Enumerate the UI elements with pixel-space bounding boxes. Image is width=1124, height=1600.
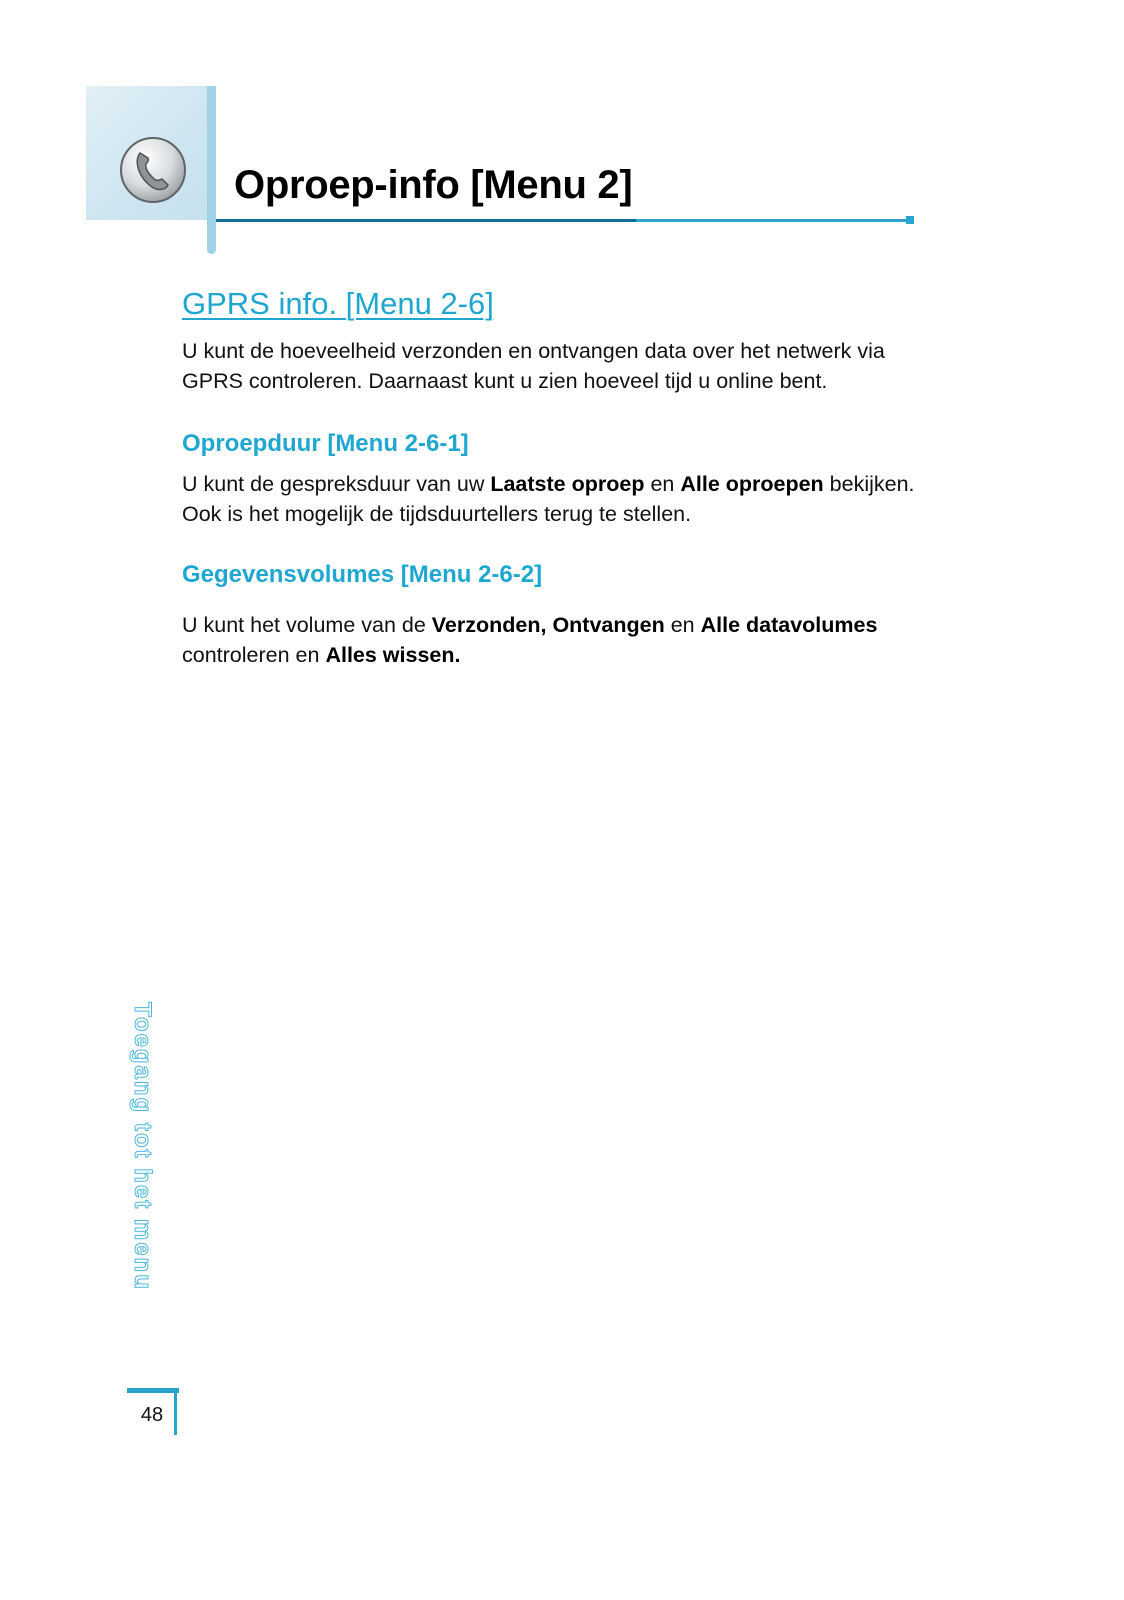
body-text: U kunt de gespreksduur van uw [182, 471, 491, 496]
page-number-rule-side [174, 1393, 177, 1435]
bold-term-alle-datavolumes: Alle datavolumes [700, 612, 878, 637]
section-gegevensvolumes-body [182, 610, 922, 670]
bold-term-verzonden-ontvangen: Verzonden, Ontvangen [431, 612, 665, 637]
body-text: bekijken. Ook is het mogelijk de tijdsduurtellers terug te stellen. [182, 471, 915, 526]
bold-term-alle-oproepen: Alle oproepen [680, 471, 824, 496]
section-oproepduur-title: Oproepduur [Menu 2-6-1] [182, 430, 469, 458]
body-text: en [664, 612, 701, 637]
header-vertical-bar [207, 86, 216, 254]
section-gegevensvolumes-title: Gegevensvolumes [Menu 2-6-2] [182, 560, 543, 588]
body-text: controleren en [182, 642, 326, 667]
side-section-label: Toegang tot het menu [129, 1002, 156, 1291]
body-text: U kunt het volume van de [182, 612, 432, 637]
header-rule-end-square [906, 216, 914, 224]
phone-handset-icon [118, 135, 188, 205]
section-gprs-body: U kunt de hoeveelheid verzonden en ontvangen data over het netwerk via GPRS controleren. Daarnaast kunt u zien hoeveel tijd u online bent. [182, 339, 885, 394]
content [182, 285, 922, 670]
header-rule-accent [216, 219, 636, 222]
page-number-rule [127, 1388, 179, 1393]
body-text: en [644, 471, 681, 496]
bold-term-alles-wissen: Alles wissen. [325, 642, 461, 667]
page-number: 48 [140, 1404, 164, 1426]
page-title: Oproep-info [Menu 2] [234, 163, 633, 207]
bold-term-laatste-oproep: Laatste oproep [490, 471, 645, 496]
section-oproepduur-body [182, 469, 922, 529]
section-gprs-title: GPRS info. [Menu 2-6] [182, 286, 494, 321]
